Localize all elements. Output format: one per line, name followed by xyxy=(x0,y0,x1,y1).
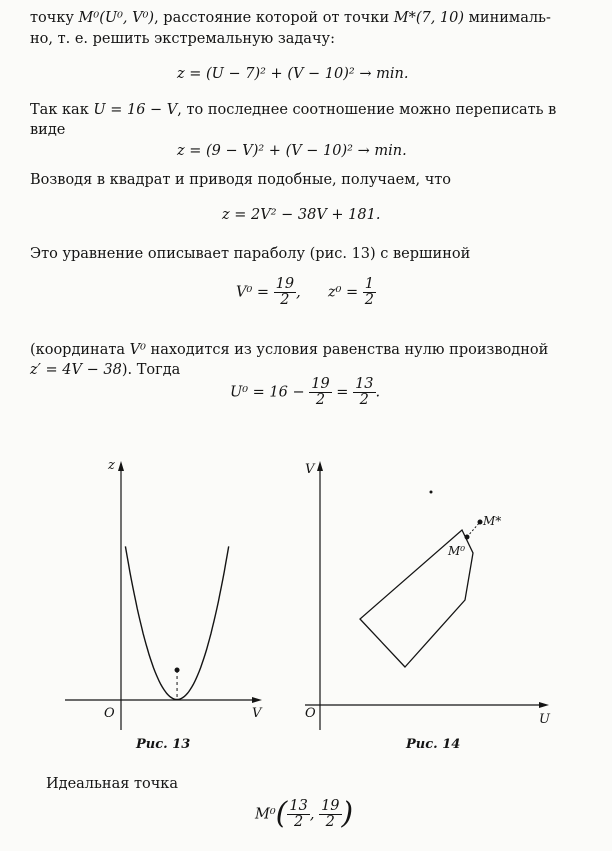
vertex-formula: V⁰ = $\frac{19}{2}$ , z⁰ = $\frac{1}{2}$ xyxy=(236,276,374,309)
v-axis-label: V xyxy=(305,462,315,477)
equation-2: z = (9 − V)² + (V − 10)² → min. xyxy=(177,143,407,159)
figure-14-region xyxy=(295,455,560,740)
v-axis-arrow xyxy=(252,697,262,703)
text-line-1: точку M⁰(U⁰, V⁰), расстояние которой от точки M*(7, 10) минималь- xyxy=(30,10,551,26)
distance-dashed-line xyxy=(467,522,480,537)
text-line-7: (координата V⁰ находится из условия равенства нулю производной xyxy=(30,342,549,358)
text-line-4: виде xyxy=(30,122,66,138)
u-axis-label: U xyxy=(539,712,550,727)
u0-formula: U⁰ = 16 − $\frac{19}{2}$ = $\frac{13}{2}$ . xyxy=(230,376,381,409)
equation-1: z = (U − 7)² + (V − 10)² → min. xyxy=(177,66,409,82)
text-line-3: Так как U = 16 − V, то последнее соотношение можно переписать в xyxy=(30,102,557,118)
origin-label: O xyxy=(104,706,115,721)
text-line-2: но, т. е. решить экстремальную задачу: xyxy=(30,31,335,47)
point-mstar xyxy=(478,520,483,525)
figure-13-parabola xyxy=(0,455,300,740)
ideal-point-formula: M⁰( $\frac{13}{2}$ , $\frac{19}{2}$ ) xyxy=(255,796,354,831)
figure-14-caption: Рис. 14 xyxy=(406,737,461,752)
origin-label: O xyxy=(305,706,316,721)
vertex-point xyxy=(175,668,180,673)
mstar-label: M* xyxy=(483,514,502,528)
text-line-ideal-point: Идеальная точка xyxy=(46,776,179,792)
figure-13-caption: Рис. 13 xyxy=(136,737,191,752)
point-m0-formula: M⁰(U⁰, V⁰) xyxy=(78,10,155,26)
equation-3: z = 2V² − 38V + 181. xyxy=(222,207,381,223)
z-axis-arrow xyxy=(118,461,124,471)
m0-label: M⁰ xyxy=(448,544,466,558)
z-axis-label: z xyxy=(108,458,115,473)
point-mstar-formula: M*(7, 10) xyxy=(393,10,465,26)
text-line-5: Возводя в квадрат и приводя подобные, получаем, что xyxy=(30,172,452,188)
point-m0 xyxy=(465,535,470,540)
text-line-8: z′ = 4V − 38). Тогда xyxy=(30,362,181,378)
v-axis-arrow xyxy=(317,461,323,471)
v-axis-label: V xyxy=(252,706,262,721)
u-axis-arrow xyxy=(539,702,549,708)
stray-dot xyxy=(430,491,433,494)
text-line-6: Это уравнение описывает параболу (рис. 13) с вершиной xyxy=(30,246,471,262)
